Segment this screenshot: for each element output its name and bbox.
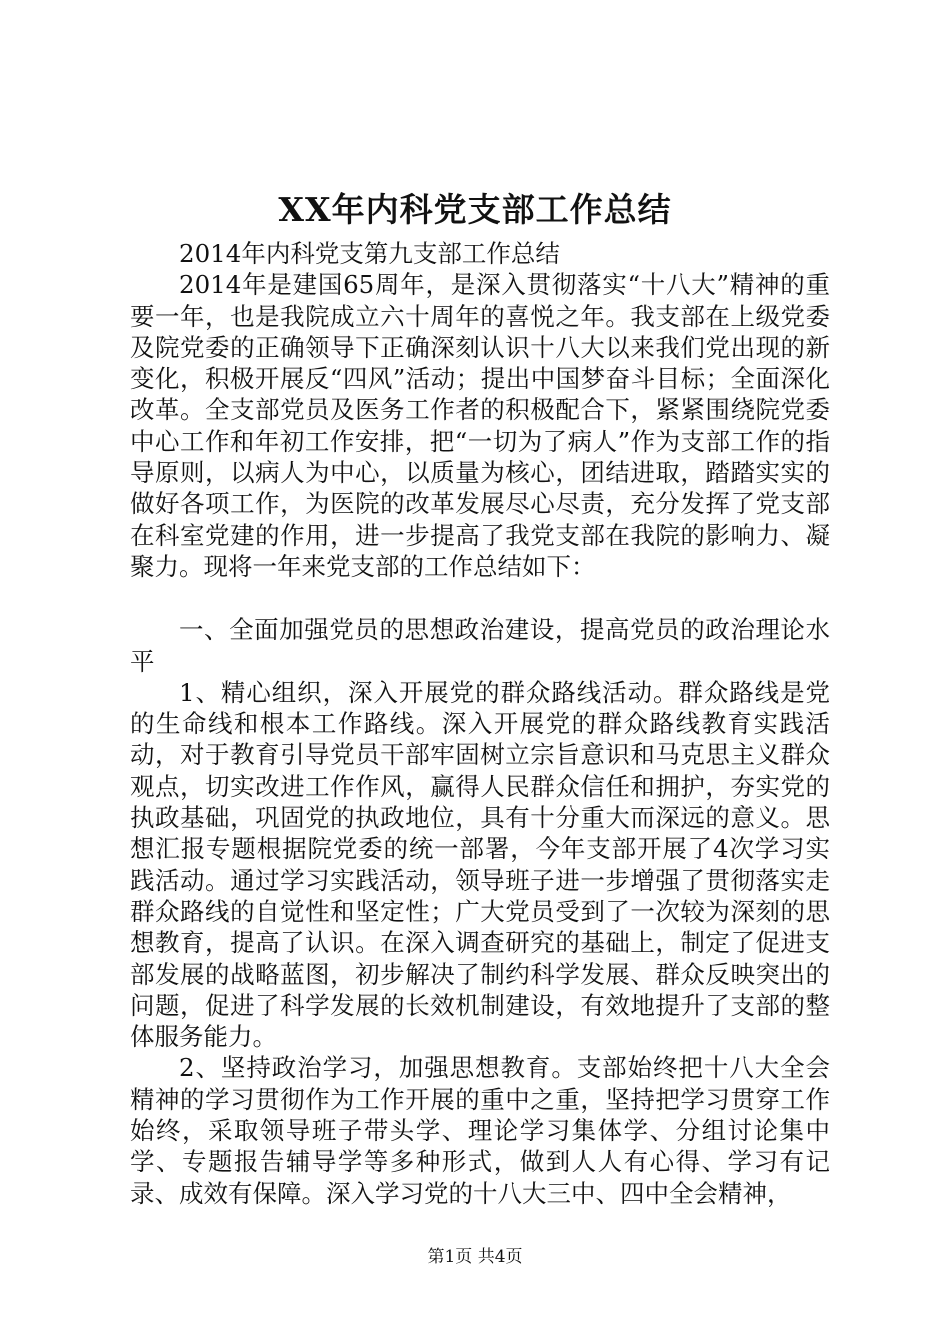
paragraph-intro: 2014年是建国65周年，是深入贯彻落实“十八大”精神的重要一年，也是我院成立六十周年的喜悦之年。我支部在上级党委及院党委的正确领导下正确深刻认识十八大以来我们党出现的新变化，积极开展反“四风”活动；提出中国梦奋斗目标；全面深化改革。全支部党员及医务工作者的积极配合下，紧紧围绕院党委中心工作和年初工作安排，把“一切为了病人”作为支部工作的指导原则，以病人为中心，以质量为核心，团结进取，踏踏实实的做好各项工作，为医院的改革发展尽心尽责，充分发挥了党支部在科室党建的作用，进一步提高了我党支部在我院的影响力、凝聚力。现将一年来党支部的工作总结如下： [130,270,830,581]
page-footer: 第1页 共4页 [427,1247,523,1267]
document-title: XX年内科党支部工作总结 [278,190,672,229]
paragraph-item-1: 1、精心组织，深入开展党的群众路线活动。群众路线是党的生命线和根本工作路线。深入开展党的群众路线教育实践活动，对于教育引导党员干部牢固树立宗旨意识和马克思主义群众观点，切实改进工作作风，赢得人民群众信任和拥护，夯实党的执政基础，巩固党的执政地位，具有十分重大而深远的意义。思想汇报专题根据院党委的统一部署，今年支部开展了4次学习实践活动。通过学习实践活动，领导班子进一步增强了贯彻落实走群众路线的自觉性和坚定性；广大党员受到了一次较为深刻的思想教育，提高了认识。在深入调查研究的基础上，制定了促进支部发展的战略蓝图，初步解决了制约科学发展、群众反映突出的问题，促进了科学发展的长效机制建设，有效地提升了支部的整体服务能力。 [130,677,830,1052]
section-heading-1: 一、全面加强党员的思想政治建设，提高党员的政治理论水平 [130,615,830,676]
document-body [130,238,830,1209]
paragraph-item-2: 2、坚持政治学习，加强思想教育。支部始终把十八大全会精神的学习贯彻作为工作开展的重中之重，坚持把学习贯穿工作始终，采取领导班子带头学、理论学习集体学、分组讨论集中学、专题报告辅导学等多种形式，做到人人有心得、学习有记录、成效有保障。深入学习党的十八大三中、四中全会精神， [130,1053,830,1208]
document-subtitle: 2014年内科党支第九支部工作总结 [179,239,560,268]
